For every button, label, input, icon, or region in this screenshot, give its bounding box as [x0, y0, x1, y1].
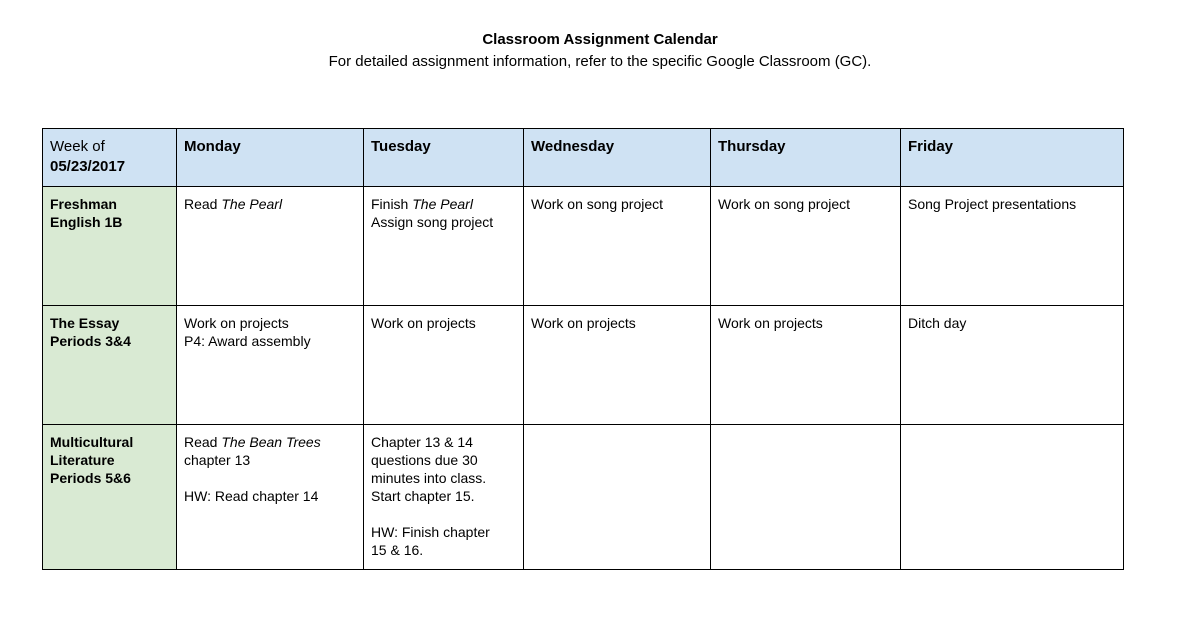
- table-row: [43, 425, 1124, 570]
- day-header-tuesday: Tuesday: [364, 129, 524, 187]
- assignment-calendar-table: [42, 128, 1124, 570]
- row-label-the-essay: [43, 306, 177, 425]
- cell-text: questions due 30: [371, 452, 478, 468]
- cell-text: 15 & 16.: [371, 542, 424, 558]
- week-date: 05/23/2017: [50, 158, 126, 175]
- week-cell: [43, 129, 177, 187]
- cell-wednesday: Work on projects: [524, 306, 711, 425]
- table-header-row: [43, 129, 1124, 187]
- cell-monday: [177, 187, 364, 306]
- cell-text: Start chapter 15.: [371, 488, 475, 504]
- row-label-line: Periods 5&6: [50, 470, 131, 486]
- cell-text: HW: Read chapter 14: [184, 488, 319, 504]
- book-title: The Pearl: [412, 196, 473, 212]
- row-label-freshman-english: [43, 187, 177, 306]
- cell-tuesday: Work on projects: [364, 306, 524, 425]
- row-label-line: Multicultural: [50, 434, 134, 450]
- cell-text: Chapter 13 & 14: [371, 434, 473, 450]
- cell-text: Assign song project: [371, 214, 494, 230]
- cell-text: Read: [184, 434, 222, 450]
- day-header-friday: Friday: [901, 129, 1124, 187]
- row-label-line: The Essay: [50, 315, 120, 331]
- day-header-wednesday: Wednesday: [524, 129, 711, 187]
- book-title: The Bean Trees: [221, 434, 321, 450]
- page-subtitle: For detailed assignment information, refer to the specific Google Classroom (GC).: [328, 53, 872, 70]
- cell-thursday: Work on song project: [711, 187, 901, 306]
- table-row: [43, 306, 1124, 425]
- cell-text: Finish: [371, 196, 413, 212]
- cell-friday: Song Project presentations: [901, 187, 1124, 306]
- week-label: Week of: [50, 138, 105, 155]
- cell-text: P4: Award assembly: [184, 333, 311, 349]
- cell-wednesday: Work on song project: [524, 187, 711, 306]
- cell-text: minutes into class.: [371, 470, 487, 486]
- cell-thursday: Work on projects: [711, 306, 901, 425]
- row-label-multicultural-literature: [43, 425, 177, 570]
- cell-tuesday: [364, 187, 524, 306]
- page-title: Classroom Assignment Calendar: [482, 31, 718, 48]
- cell-thursday: [711, 425, 901, 570]
- cell-friday: Ditch day: [901, 306, 1124, 425]
- cell-tuesday: [364, 425, 524, 570]
- cell-text: Work on projects: [184, 315, 289, 331]
- cell-text: HW: Finish chapter: [371, 524, 490, 540]
- row-label-line: Periods 3&4: [50, 333, 131, 349]
- row-label-line: Freshman: [50, 196, 117, 212]
- row-label-line: Literature: [50, 452, 115, 468]
- cell-wednesday: [524, 425, 711, 570]
- book-title: The Pearl: [221, 196, 283, 212]
- day-header-thursday: Thursday: [711, 129, 901, 187]
- cell-monday: [177, 306, 364, 425]
- cell-text: chapter 13: [184, 452, 251, 468]
- day-header-monday: Monday: [177, 129, 364, 187]
- cell-text: Read: [184, 196, 222, 212]
- table-row: [43, 187, 1124, 306]
- cell-monday: [177, 425, 364, 570]
- cell-friday: [901, 425, 1124, 570]
- row-label-line: English 1B: [50, 214, 123, 230]
